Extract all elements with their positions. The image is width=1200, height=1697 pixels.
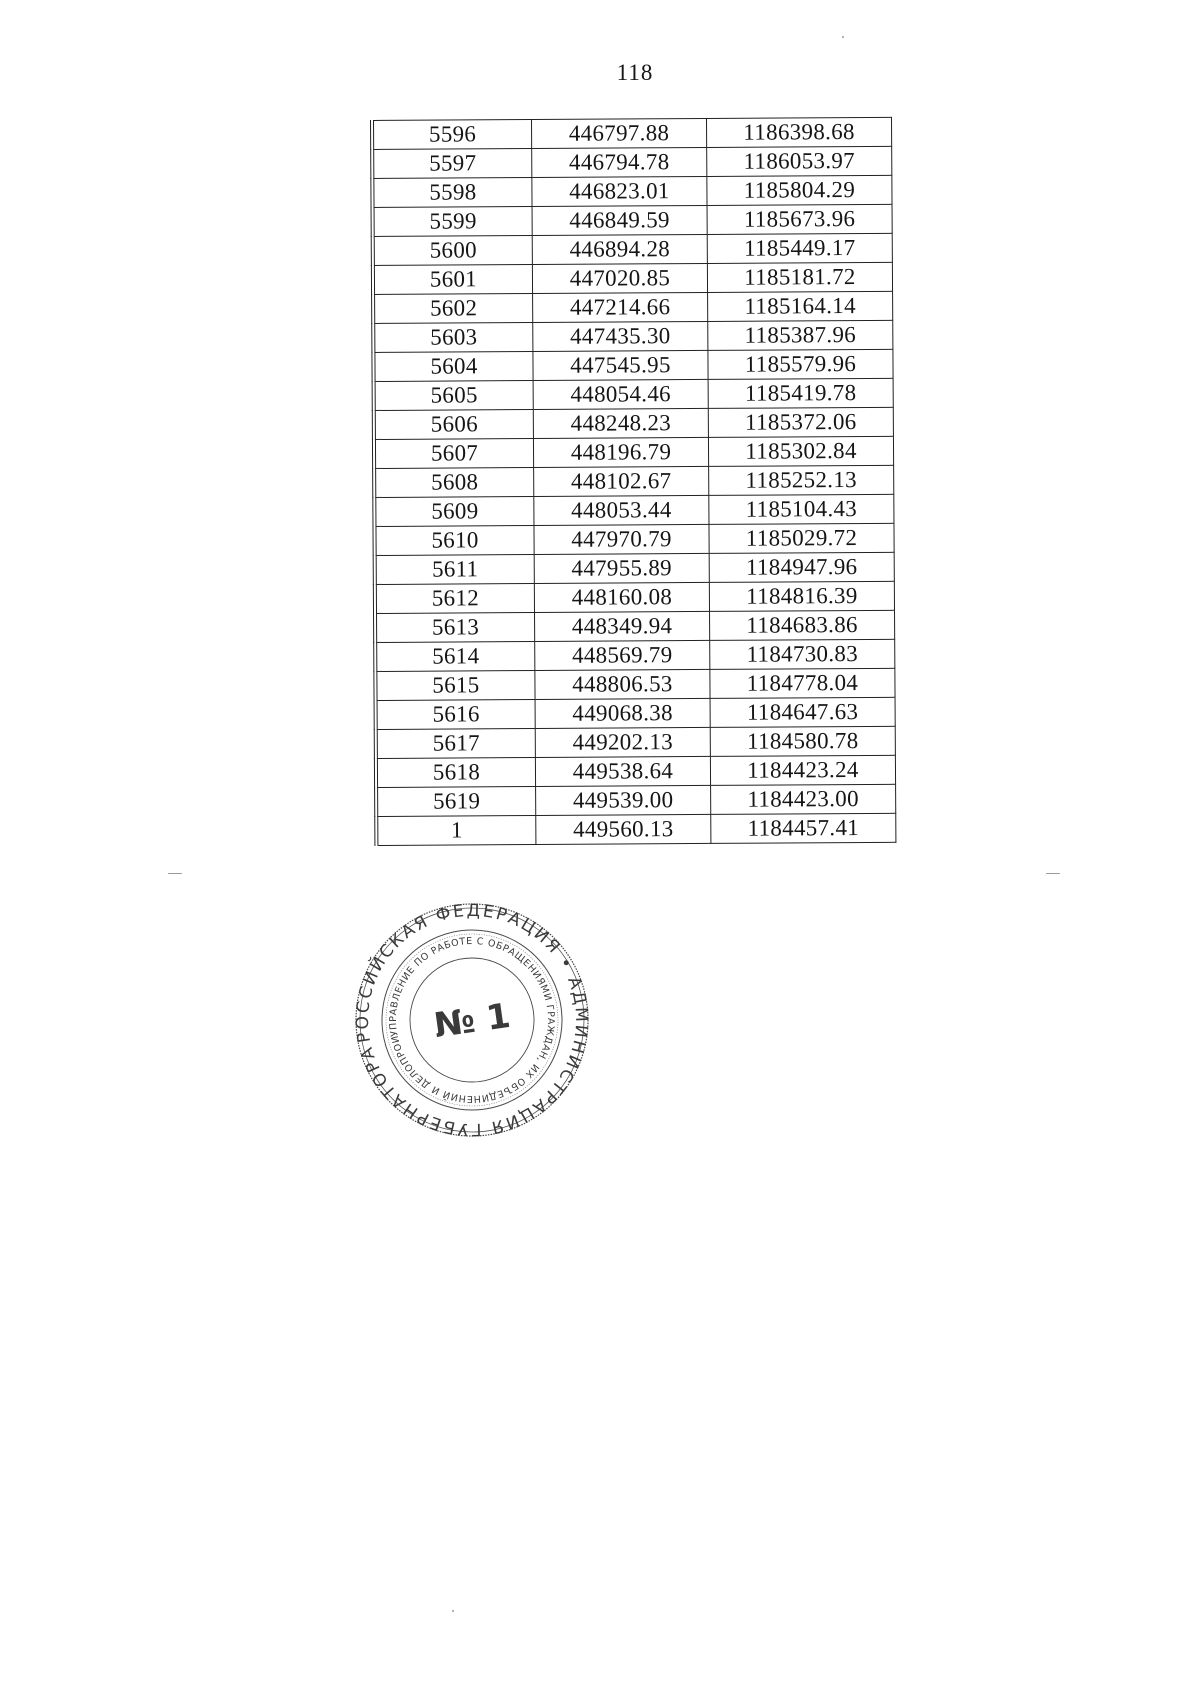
table-row	[372, 175, 892, 207]
point-number-cell: 5616	[376, 700, 536, 730]
table-row	[373, 233, 893, 265]
y-coordinate-cell: 1184947.96	[709, 552, 894, 582]
y-coordinate-cell: 1184730.83	[710, 639, 895, 669]
table-row	[374, 465, 894, 497]
seal-center-number: № 1	[431, 995, 513, 1047]
x-coordinate-cell: 448196.79	[533, 437, 708, 467]
y-coordinate-cell: 1185104.43	[709, 494, 894, 524]
point-number-cell: 5617	[376, 729, 536, 759]
point-number-cell: 5618	[376, 758, 536, 788]
seal-inner-text: УПРАВЛЕНИЕ ПО РАБОТЕ С ОБРАЩЕНИЯМИ ГРАЖДАН, ИХ ОБЪЕДИНЕНИЙ И ДЕЛОПРОИЗВОДСТВА	[387, 935, 557, 1105]
point-number-cell: 5598	[372, 178, 532, 208]
x-coordinate-cell: 447970.79	[534, 524, 709, 554]
scan-speck	[842, 36, 844, 38]
x-coordinate-cell: 446849.59	[532, 205, 707, 235]
y-coordinate-cell: 1185804.29	[707, 175, 892, 205]
point-number-cell: 5599	[373, 207, 533, 237]
y-coordinate-cell: 1185387.96	[708, 320, 893, 350]
y-coordinate-cell: 1185673.96	[707, 204, 892, 234]
y-coordinate-cell: 1184816.39	[709, 581, 894, 611]
point-number-cell: 5610	[374, 526, 534, 556]
x-coordinate-cell: 448349.94	[534, 611, 709, 641]
x-coordinate-cell: 447020.85	[532, 263, 707, 293]
point-number-cell: 5609	[374, 497, 534, 527]
seal-graphic	[352, 900, 592, 1140]
table-row	[375, 552, 895, 584]
table-row	[373, 291, 893, 323]
y-coordinate-cell: 1185302.84	[708, 436, 893, 466]
point-number-cell: 5602	[373, 294, 533, 324]
x-coordinate-cell: 446794.78	[532, 147, 707, 177]
y-coordinate-cell: 1184423.24	[710, 755, 895, 785]
x-coordinate-cell: 448054.46	[533, 379, 708, 409]
table-row	[375, 668, 895, 700]
x-coordinate-cell: 446797.88	[531, 118, 706, 148]
table-row	[375, 581, 895, 613]
point-number-cell: 5597	[372, 149, 532, 179]
coordinates-table-body	[372, 117, 896, 845]
point-number-cell: 5611	[375, 555, 535, 585]
point-number-cell: 5603	[373, 323, 533, 353]
x-coordinate-cell: 447955.89	[534, 553, 709, 583]
table-row	[373, 320, 893, 352]
table-row	[375, 610, 895, 642]
point-number-cell: 5608	[374, 468, 534, 498]
point-number-cell: 5601	[373, 265, 533, 295]
x-coordinate-cell: 448569.79	[535, 640, 710, 670]
page-number: 118	[616, 60, 654, 85]
table-row	[376, 784, 896, 816]
table-row	[374, 378, 894, 410]
table-row	[376, 726, 896, 758]
x-coordinate-cell: 446894.28	[532, 234, 707, 264]
table-row	[374, 494, 894, 526]
x-coordinate-cell: 447545.95	[533, 350, 708, 380]
y-coordinate-cell: 1185181.72	[707, 262, 892, 292]
scan-speck	[452, 1610, 454, 1612]
table-row	[372, 117, 892, 149]
scan-speck	[168, 873, 182, 874]
y-coordinate-cell: 1184778.04	[710, 668, 895, 698]
table-row	[376, 755, 896, 787]
point-number-cell: 5612	[375, 584, 535, 614]
x-coordinate-cell: 448806.53	[535, 669, 710, 699]
x-coordinate-cell: 449068.38	[535, 698, 710, 728]
point-number-cell: 5604	[373, 352, 533, 382]
y-coordinate-cell: 1184457.41	[711, 813, 896, 843]
y-coordinate-cell: 1185164.14	[708, 291, 893, 321]
point-number-cell: 5615	[375, 671, 535, 701]
point-number-cell: 5605	[374, 381, 534, 411]
point-number-cell: 5606	[374, 410, 534, 440]
x-coordinate-cell: 449539.00	[536, 785, 711, 815]
point-number-cell: 5596	[372, 120, 532, 150]
table-row	[374, 523, 894, 555]
point-number-cell: 5613	[375, 613, 535, 643]
x-coordinate-cell: 448248.23	[533, 408, 708, 438]
x-coordinate-cell: 449202.13	[535, 727, 710, 757]
y-coordinate-cell: 1184580.78	[710, 726, 895, 756]
table-row	[372, 146, 892, 178]
y-coordinate-cell: 1186053.97	[707, 146, 892, 176]
y-coordinate-cell: 1185029.72	[709, 523, 894, 553]
table-row	[374, 436, 894, 468]
table-row	[376, 697, 896, 729]
y-coordinate-cell: 1185252.13	[709, 465, 894, 495]
table-row	[375, 639, 895, 671]
seal-outer-text: РОССИЙСКАЯ ФЕДЕРАЦИЯ • АДМИНИСТРАЦИЯ ГУБЕРНАТОРА	[352, 900, 592, 1140]
scan-speck	[1046, 873, 1060, 874]
table-row	[376, 813, 896, 845]
y-coordinate-cell: 1184647.63	[710, 697, 895, 727]
table-row	[373, 349, 893, 381]
table-row	[373, 204, 893, 236]
point-number-cell: 5600	[373, 236, 533, 266]
point-number-cell: 5607	[374, 439, 534, 469]
point-number-cell: 5619	[376, 787, 536, 817]
point-number-cell: 5614	[375, 642, 535, 672]
x-coordinate-cell: 448102.67	[534, 466, 709, 496]
y-coordinate-cell: 1184683.86	[709, 610, 894, 640]
x-coordinate-cell: 447435.30	[533, 321, 708, 351]
x-coordinate-cell: 449538.64	[535, 756, 710, 786]
y-coordinate-cell: 1184423.00	[711, 784, 896, 814]
x-coordinate-cell: 446823.01	[532, 176, 707, 206]
y-coordinate-cell: 1185372.06	[708, 407, 893, 437]
x-coordinate-cell: 448053.44	[534, 495, 709, 525]
y-coordinate-cell: 1186398.68	[706, 117, 891, 147]
official-seal-stamp	[352, 900, 592, 1140]
x-coordinate-cell: 447214.66	[533, 292, 708, 322]
y-coordinate-cell: 1185419.78	[708, 378, 893, 408]
x-coordinate-cell: 448160.08	[534, 582, 709, 612]
point-number-cell: 1	[376, 816, 536, 846]
x-coordinate-cell: 449560.13	[536, 814, 711, 844]
y-coordinate-cell: 1185579.96	[708, 349, 893, 379]
coordinates-table	[370, 117, 896, 846]
table-row	[374, 407, 894, 439]
table-row	[373, 262, 893, 294]
y-coordinate-cell: 1185449.17	[707, 233, 892, 263]
